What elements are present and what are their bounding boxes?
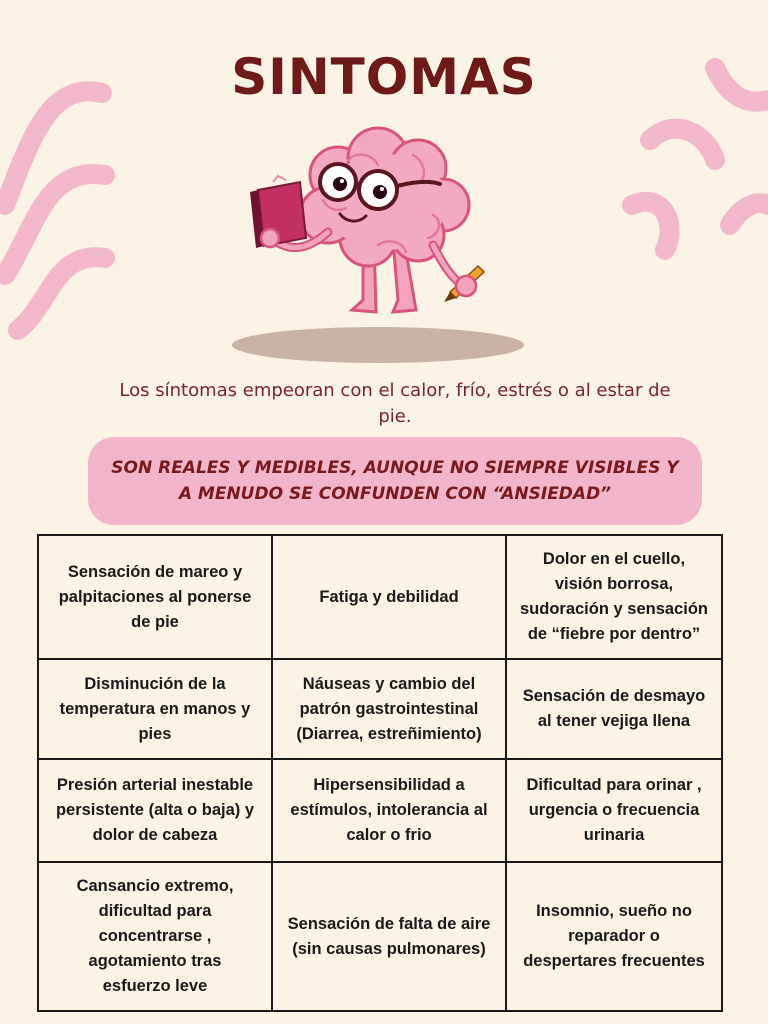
squiggle-right-2 [650,129,715,160]
symptom-cell: Dificultad para orinar , urgencia o frecuencia urinaria [507,760,721,863]
highlight-banner [88,437,702,525]
squiggle-right-4 [730,203,768,225]
banner-text: SON REALES Y MEDIBLES, AUNQUE NO SIEMPRE VISIBLES Y A MENUDO SE CONFUNDEN CON “ANSIEDAD” [111,458,679,504]
symptom-cell: Náuseas y cambio del patrón gastrointestinal (Diarrea, estreñimiento) [273,660,507,760]
symptom-cell: Sensación de desmayo al tener vejiga llena [507,660,721,760]
squiggle-left-1 [5,91,102,205]
symptom-cell: Dolor en el cuello, visión borrosa, sudoración y sensación de “fiebre por dentro” [507,536,721,660]
symptoms-table [37,534,723,1012]
brain-mascot-icon [228,120,538,370]
squiggle-left-3 [18,257,105,330]
subtitle: Los síntomas empeoran con el calor, frío, estrés o al estar de pie. [119,380,671,427]
symptom-cell: Disminución de la temperatura en manos y pies [39,660,273,760]
symptom-cell: Cansancio extremo, dificultad para concentrarse , agotamiento tras esfuerzo leve [39,863,273,1010]
page-title: SINTOMAS [231,48,537,106]
mascot-shadow [232,327,524,363]
symptom-cell: Hipersensibilidad a estímulos, intolerancia al calor o frio [273,760,507,863]
symptom-cell: Sensación de mareo y palpitaciones al ponerse de pie [39,536,273,660]
symptom-cell: Fatiga y debilidad [273,536,507,660]
squiggle-right-3 [632,202,670,250]
squiggle-left-2 [5,174,105,275]
symptom-cell: Sensación de falta de aire (sin causas pulmonares) [273,863,507,1010]
symptom-cell: Presión arterial inestable persistente (alta o baja) y dolor de cabeza [39,760,273,863]
symptom-cell: Insomnio, sueño no reparador o despertares frecuentes [523,902,705,970]
